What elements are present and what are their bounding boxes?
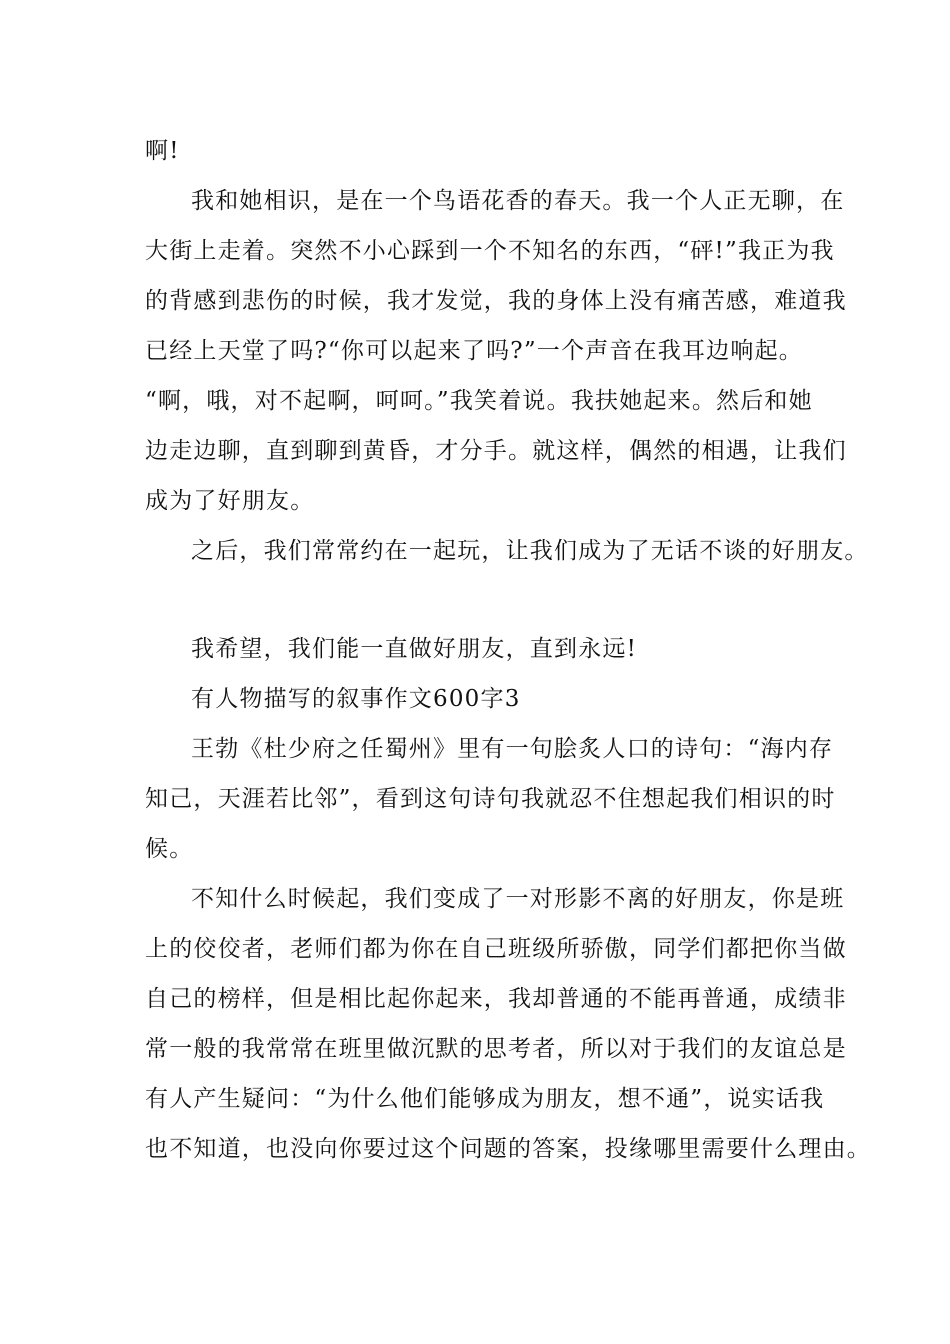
text-line: 知己，天涯若比邻”，看到这句诗句我就忍不住想起我们相识的时: [145, 786, 836, 812]
text-line: 啊!: [145, 138, 180, 164]
text-line: 边走边聊，直到聊到黄昏，才分手。就这样，偶然的相遇，让我们: [145, 438, 847, 464]
text-line: 大街上走着。突然不小心踩到一个不知名的东西，“砰!”我正为我: [145, 238, 835, 264]
text-line: 常一般的我常常在班里做沉默的思考者，所以对于我们的友谊总是: [145, 1036, 847, 1062]
text-line: 自己的榜样，但是相比起你起来，我却普通的不能再普通，成绩非: [145, 986, 847, 1012]
paragraph-first-line: 我希望，我们能一直做好朋友，直到永远!: [191, 636, 638, 662]
section-heading: 有人物描写的叙事作文600字3: [191, 686, 521, 712]
paragraph-first-line: 不知什么时候起，我们变成了一对形影不离的好朋友，你是班: [191, 886, 845, 912]
text-line: 有人产生疑问：“为什么他们能够成为朋友，想不通”，说实话我: [145, 1086, 825, 1112]
paragraph-first-line: 之后，我们常常约在一起玩，让我们成为了无话不谈的好朋友。: [191, 538, 869, 564]
text-line: 候。: [145, 836, 194, 862]
text-line: 已经上天堂了吗?“你可以起来了吗?”一个声音在我耳边响起。: [145, 338, 803, 364]
text-line: “啊，哦，对不起啊，呵呵。”我笑着说。我扶她起来。然后和她: [145, 388, 813, 414]
paragraph-first-line: 我和她相识，是在一个鸟语花香的春天。我一个人正无聊，在: [191, 188, 845, 214]
paragraph-first-line: 王勃《杜少府之任蜀州》里有一句脍炙人口的诗句：“海内存: [191, 736, 834, 762]
text-line: 的背感到悲伤的时候，我才发觉，我的身体上没有痛苦感，难道我: [145, 288, 847, 314]
text-line: 也不知道，也没向你要过这个问题的答案，投缘哪里需要什么理由。: [145, 1136, 871, 1162]
text-line: 上的佼佼者，老师们都为你在自己班级所骄傲，同学们都把你当做: [145, 936, 847, 962]
text-line: 成为了好朋友。: [145, 488, 315, 514]
